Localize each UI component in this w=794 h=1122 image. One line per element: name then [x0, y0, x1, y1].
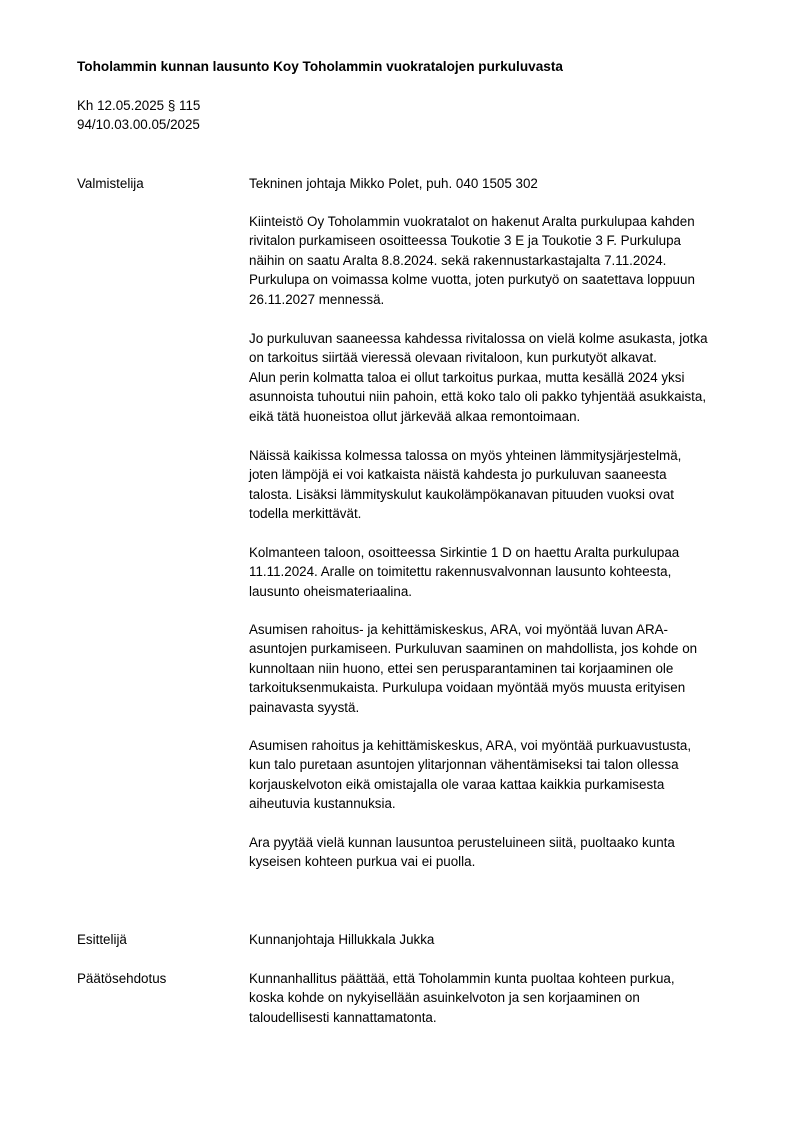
decision-proposal	[249, 969, 759, 1027]
text-line: eikä tätä huoneistoa ollut järkevää alkaa remontoimaan.	[249, 408, 581, 424]
text-line: tarkoituksenmukaista. Purkulupa voidaan myöntää myös muusta erityisen	[249, 680, 686, 696]
text-line: Alun perin kolmatta taloa ei ollut tarkoitus purkaa, mutta kesällä 2024 yksi	[249, 369, 685, 385]
meeting-info	[77, 96, 200, 135]
text-line: lausunto oheismateriaalina.	[249, 583, 413, 599]
text-line: todella merkittävät.	[249, 506, 362, 522]
section-content	[249, 174, 759, 193]
body-paragraph	[249, 212, 759, 309]
text-line: kun talo puretaan asuntojen ylitarjonnan vähentämiseksi tai talon ollessa	[249, 757, 679, 773]
body-paragraph	[249, 329, 759, 426]
text-line: Jo purkuluvan saaneessa kahdessa rivitalossa on vielä kolme asukasta, jotka	[249, 331, 708, 346]
text-line: Purkulupa on voimassa kolme vuotta, joten purkutyö on saatettava loppuun	[249, 272, 695, 288]
text-line: kunnoltaan niin huono, ettei sen perusparantaminen tai korjaaminen ole	[249, 660, 674, 676]
body-paragraph	[249, 833, 759, 872]
text-line: näihin on saatu Aralta 8.8.2024. sekä rakennustarkastajalta 7.11.2024.	[249, 252, 667, 268]
text-line: Asumisen rahoitus ja kehittämiskeskus, ARA, voi myöntää purkuavustusta,	[249, 738, 692, 753]
text-line: Kolmanteen taloon, osoitteessa Sirkintie 1 D on haettu Aralta purkulupaa	[249, 545, 680, 560]
text-line: asunnoista tuhoutui niin pahoin, että koko talo oli pakko tyhjentää asukkaista,	[249, 389, 707, 405]
preparer-line: Tekninen johtaja Mikko Polet, puh. 040 1505 302	[249, 176, 538, 191]
text-line: koska kohde on nykyisellään asuinkelvoton ja sen korjaaminen on	[249, 990, 640, 1006]
section-label: Esittelijä	[77, 932, 127, 947]
section-label: Päätösehdotus	[77, 971, 167, 986]
body-paragraph	[249, 543, 759, 601]
body-paragraph	[249, 736, 759, 814]
text-line: painavasta syystä.	[249, 699, 360, 715]
text-line: Näissä kaikissa kolmessa talossa on myös yhteinen lämmitysjärjestelmä,	[249, 448, 682, 463]
document-title: Toholammin kunnan lausunto Koy Toholammin vuokratalojen purkuluvasta	[77, 59, 563, 74]
text-line: 26.11.2027 mennessä.	[249, 291, 385, 307]
section-label: Valmistelija	[77, 176, 144, 191]
text-line: Kiinteistö Oy Toholammin vuokratalot on hakenut Aralta purkulupaa kahden	[249, 214, 695, 229]
text-line: taloudellisesti kannattamatonta.	[249, 1009, 437, 1025]
text-line: joten lämpöjä ei voi katkaista näistä kahdesta jo purkuluvan saaneesta	[249, 467, 667, 483]
text-line: 11.11.2024. Aralle on toimitettu rakennusvalvonnan lausunto kohteesta,	[249, 564, 672, 580]
body-paragraph	[249, 620, 759, 717]
text-line: aiheutuvia kustannuksia.	[249, 796, 396, 812]
text-line: Kunnanhallitus päättää, että Toholammin kunta puoltaa kohteen purkua,	[249, 971, 675, 986]
text-line: kyseisen kohteen purkua vai ei puolla.	[249, 854, 476, 870]
text-line: korjauskelvoton eikä omistajalla ole varaa kattaa kaikkia purkamisesta	[249, 776, 665, 792]
text-line: on tarkoitus siirtää vieressä olevaan rivitaloon, kun purkutyöt alkavat.	[249, 350, 657, 366]
presenter-line: Kunnanjohtaja Hillukkala Jukka	[249, 932, 435, 947]
meeting-reference: Kh 12.05.2025 § 115	[77, 98, 201, 113]
text-line: Ara pyytää vielä kunnan lausuntoa perusteluineen siitä, puoltaako kunta	[249, 835, 675, 850]
text-line: Asumisen rahoitus- ja kehittämiskeskus, ARA, voi myöntää luvan ARA-	[249, 622, 669, 637]
text-line: asuntojen purkamiseen. Purkuluvan saaminen on mahdollista, jos kohde on	[249, 641, 698, 657]
body-paragraph	[249, 446, 759, 524]
text-line: talosta. Lisäksi lämmityskulut kaukolämpökanavan pituuden vuoksi ovat	[249, 486, 675, 502]
record-number: 94/10.03.00.05/2025	[77, 117, 200, 133]
text-line: rivitalon purkamiseen osoitteessa Toukotie 3 E ja Toukotie 3 F. Purkulupa	[249, 233, 681, 249]
